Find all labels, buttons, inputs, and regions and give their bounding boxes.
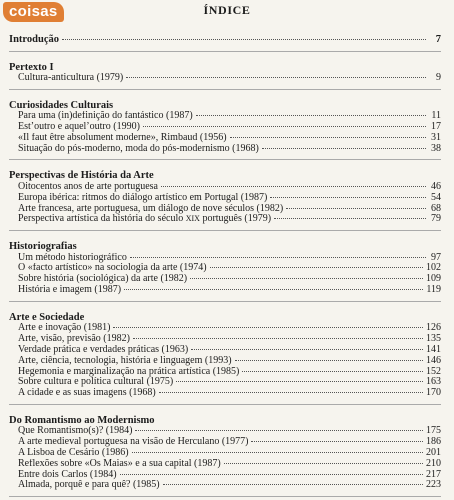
dot-leader: [242, 371, 423, 372]
page-number: 54: [431, 192, 441, 203]
dot-leader: [235, 360, 423, 361]
entry-title: Perspectiva artística da história do século XIX português (1979): [18, 214, 272, 225]
toc-section: [9, 312, 441, 405]
entry-title: Cultura-anticultura (1979): [18, 73, 124, 83]
toc-entry[interactable]: [9, 182, 441, 193]
page-number: 210: [426, 458, 441, 469]
toc-entry[interactable]: [9, 480, 441, 491]
page-number: 11: [431, 111, 441, 122]
toc-entry[interactable]: [9, 388, 441, 399]
toc-entry[interactable]: [9, 345, 441, 356]
dot-leader: [286, 208, 426, 209]
page-number: 7: [435, 34, 441, 45]
dot-leader: [161, 186, 426, 187]
entry-title: Hegemonia e marginalização na prática artística (1985): [18, 366, 240, 377]
toc-entry[interactable]: [9, 437, 441, 448]
page-number: 17: [431, 122, 441, 133]
section-divider: [9, 159, 441, 160]
entry-title: A Lisboa de Cesário (1986): [18, 448, 129, 459]
dot-leader: [274, 218, 426, 219]
entry-title: «Il faut être absolument moderne», Rimbaud (1956): [18, 132, 227, 143]
table-of-contents: [9, 24, 441, 497]
page-number: 46: [431, 181, 441, 192]
section-divider: [9, 404, 441, 405]
toc-entry[interactable]: [9, 133, 441, 144]
entry-title: Sobre história (sociológica) da arte (1982): [18, 274, 188, 285]
toc-entry[interactable]: [9, 193, 441, 204]
page-number: 126: [426, 323, 441, 334]
toc-entry[interactable]: [9, 285, 441, 296]
dot-leader: [230, 137, 426, 138]
toc-entry[interactable]: [9, 367, 441, 378]
section-title: Historiografias: [9, 241, 77, 253]
section-title: Perspectivas de História da Arte: [9, 170, 154, 182]
dot-leader: [143, 126, 426, 127]
page-number: 68: [431, 203, 441, 214]
page-number: 175: [426, 426, 441, 437]
dot-leader: [133, 338, 423, 339]
page-number: 31: [431, 132, 441, 143]
entry-title: Arte francesa, arte portuguesa, um diálogo de nove séculos (1982): [18, 203, 284, 214]
dot-leader: [135, 430, 423, 431]
dot-leader: [210, 267, 423, 268]
section-heading[interactable]: [9, 170, 441, 182]
toc-entry[interactable]: [9, 323, 441, 334]
dot-leader: [196, 115, 426, 116]
section-title: Introdução: [9, 34, 59, 45]
dot-leader: [124, 289, 423, 290]
page-number: 97: [431, 252, 441, 263]
dot-leader: [190, 278, 423, 279]
section-heading[interactable]: [9, 34, 441, 46]
toc-entry[interactable]: [9, 253, 441, 264]
page-number: 186: [426, 437, 441, 448]
entry-title: O «facto artístico» na sociologia da arte (1974): [18, 263, 207, 274]
section-heading[interactable]: [9, 100, 441, 112]
page-number: 38: [431, 143, 441, 154]
page-number: 146: [426, 355, 441, 366]
section-divider: [9, 51, 441, 52]
page-number: 223: [426, 480, 441, 491]
entry-title: Reflexões sobre «Os Maias» e a sua capital (1987): [18, 458, 221, 469]
toc-section: [9, 170, 441, 231]
toc-entry[interactable]: [9, 356, 441, 367]
toc-entry[interactable]: [9, 214, 441, 225]
section-title: Pertexto I: [9, 61, 54, 73]
page-number: 163: [426, 377, 441, 388]
section-title: Do Romantismo ao Modernismo: [9, 414, 155, 426]
entry-title: Um método historiográfico: [18, 252, 127, 263]
dot-leader: [120, 474, 423, 475]
entry-title: A arte medieval portuguesa na visão de Herculano (1977): [18, 437, 249, 448]
page-title: ÍNDICE: [203, 3, 251, 17]
section-heading[interactable]: [9, 312, 441, 324]
dot-leader: [130, 257, 426, 258]
toc-entry[interactable]: [9, 111, 441, 122]
entry-title: Situação do pós-moderno, moda do pós-modernismo (1968): [18, 143, 259, 154]
toc-entry[interactable]: [9, 377, 441, 388]
dot-leader: [62, 39, 426, 40]
entry-title: Sobre cultura e política cultural (1975): [18, 377, 174, 388]
entry-title: Arte, visão, previsão (1982): [18, 334, 130, 345]
toc-section: [9, 241, 441, 302]
toc-entry[interactable]: [9, 448, 441, 459]
toc-section: [9, 34, 441, 52]
page-number: 79: [431, 214, 441, 225]
dot-leader: [191, 349, 423, 350]
section-divider: [9, 230, 441, 231]
page-number: 170: [426, 388, 441, 399]
section-title: Arte e Sociedade: [9, 311, 85, 323]
toc-entry[interactable]: [9, 426, 441, 437]
toc-entry[interactable]: [9, 470, 441, 481]
section-divider: [9, 301, 441, 302]
toc-entry[interactable]: [9, 144, 441, 155]
section-heading[interactable]: [9, 62, 441, 74]
entry-title: Arte, ciência, tecnologia, história e linguagem (1993): [18, 355, 232, 366]
entry-title: Entre dois Carlos (1984): [18, 469, 117, 480]
toc-entry[interactable]: [9, 204, 441, 215]
toc-section: [9, 62, 441, 90]
dot-leader: [126, 77, 426, 78]
entry-title: A cidade e as suas imagens (1968): [18, 388, 156, 399]
entry-title: História e imagem (1987): [18, 285, 122, 296]
toc-section: [9, 415, 441, 497]
section-heading[interactable]: [9, 241, 441, 253]
entry-title: Para uma (in)definição do fantástico (1987): [18, 111, 193, 122]
toc-entry[interactable]: [9, 274, 441, 285]
page-number: 135: [426, 334, 441, 345]
page-number: 152: [426, 366, 441, 377]
small-caps-text: XIX: [185, 214, 200, 224]
entry-title: Arte e inovação (1981): [18, 323, 111, 334]
section-heading[interactable]: [9, 415, 441, 427]
toc-entry[interactable]: [9, 263, 441, 274]
toc-entry[interactable]: [9, 459, 441, 470]
page-number: 119: [426, 285, 441, 296]
toc-entry[interactable]: [9, 73, 441, 84]
toc-entry[interactable]: [9, 122, 441, 133]
dot-leader: [262, 148, 426, 149]
entry-title: Verdade prática e verdades práticas (1963): [18, 344, 189, 355]
dot-leader: [132, 452, 423, 453]
section-title: Curiosidades Culturais: [9, 99, 114, 111]
page-number: 9: [436, 73, 441, 83]
dot-leader: [163, 484, 423, 485]
page-number: 102: [426, 263, 441, 274]
coisas-logo: coisas: [3, 2, 64, 22]
dot-leader: [113, 327, 423, 328]
toc-section: [9, 100, 441, 161]
dot-leader: [224, 463, 423, 464]
page-number: 201: [426, 448, 441, 459]
entry-title: Almada, porquê e para quê? (1985): [18, 480, 160, 491]
section-divider: [9, 496, 441, 497]
section-divider: [9, 89, 441, 90]
entry-title: Est’outro e aquel’outro (1990): [18, 122, 140, 133]
entry-title: Oitocentos anos de arte portuguesa: [18, 181, 158, 192]
dot-leader: [159, 392, 423, 393]
page-number: 141: [426, 344, 441, 355]
dot-leader: [251, 441, 423, 442]
dot-leader: [176, 381, 423, 382]
page-number: 109: [426, 274, 441, 285]
page-number: 217: [426, 469, 441, 480]
toc-entry[interactable]: [9, 334, 441, 345]
entry-title: Que Romantismo(s)? (1984): [18, 426, 133, 437]
entry-title: Europa ibérica: ritmos do diálogo artístico em Portugal (1987): [18, 192, 268, 203]
dot-leader: [270, 197, 426, 198]
